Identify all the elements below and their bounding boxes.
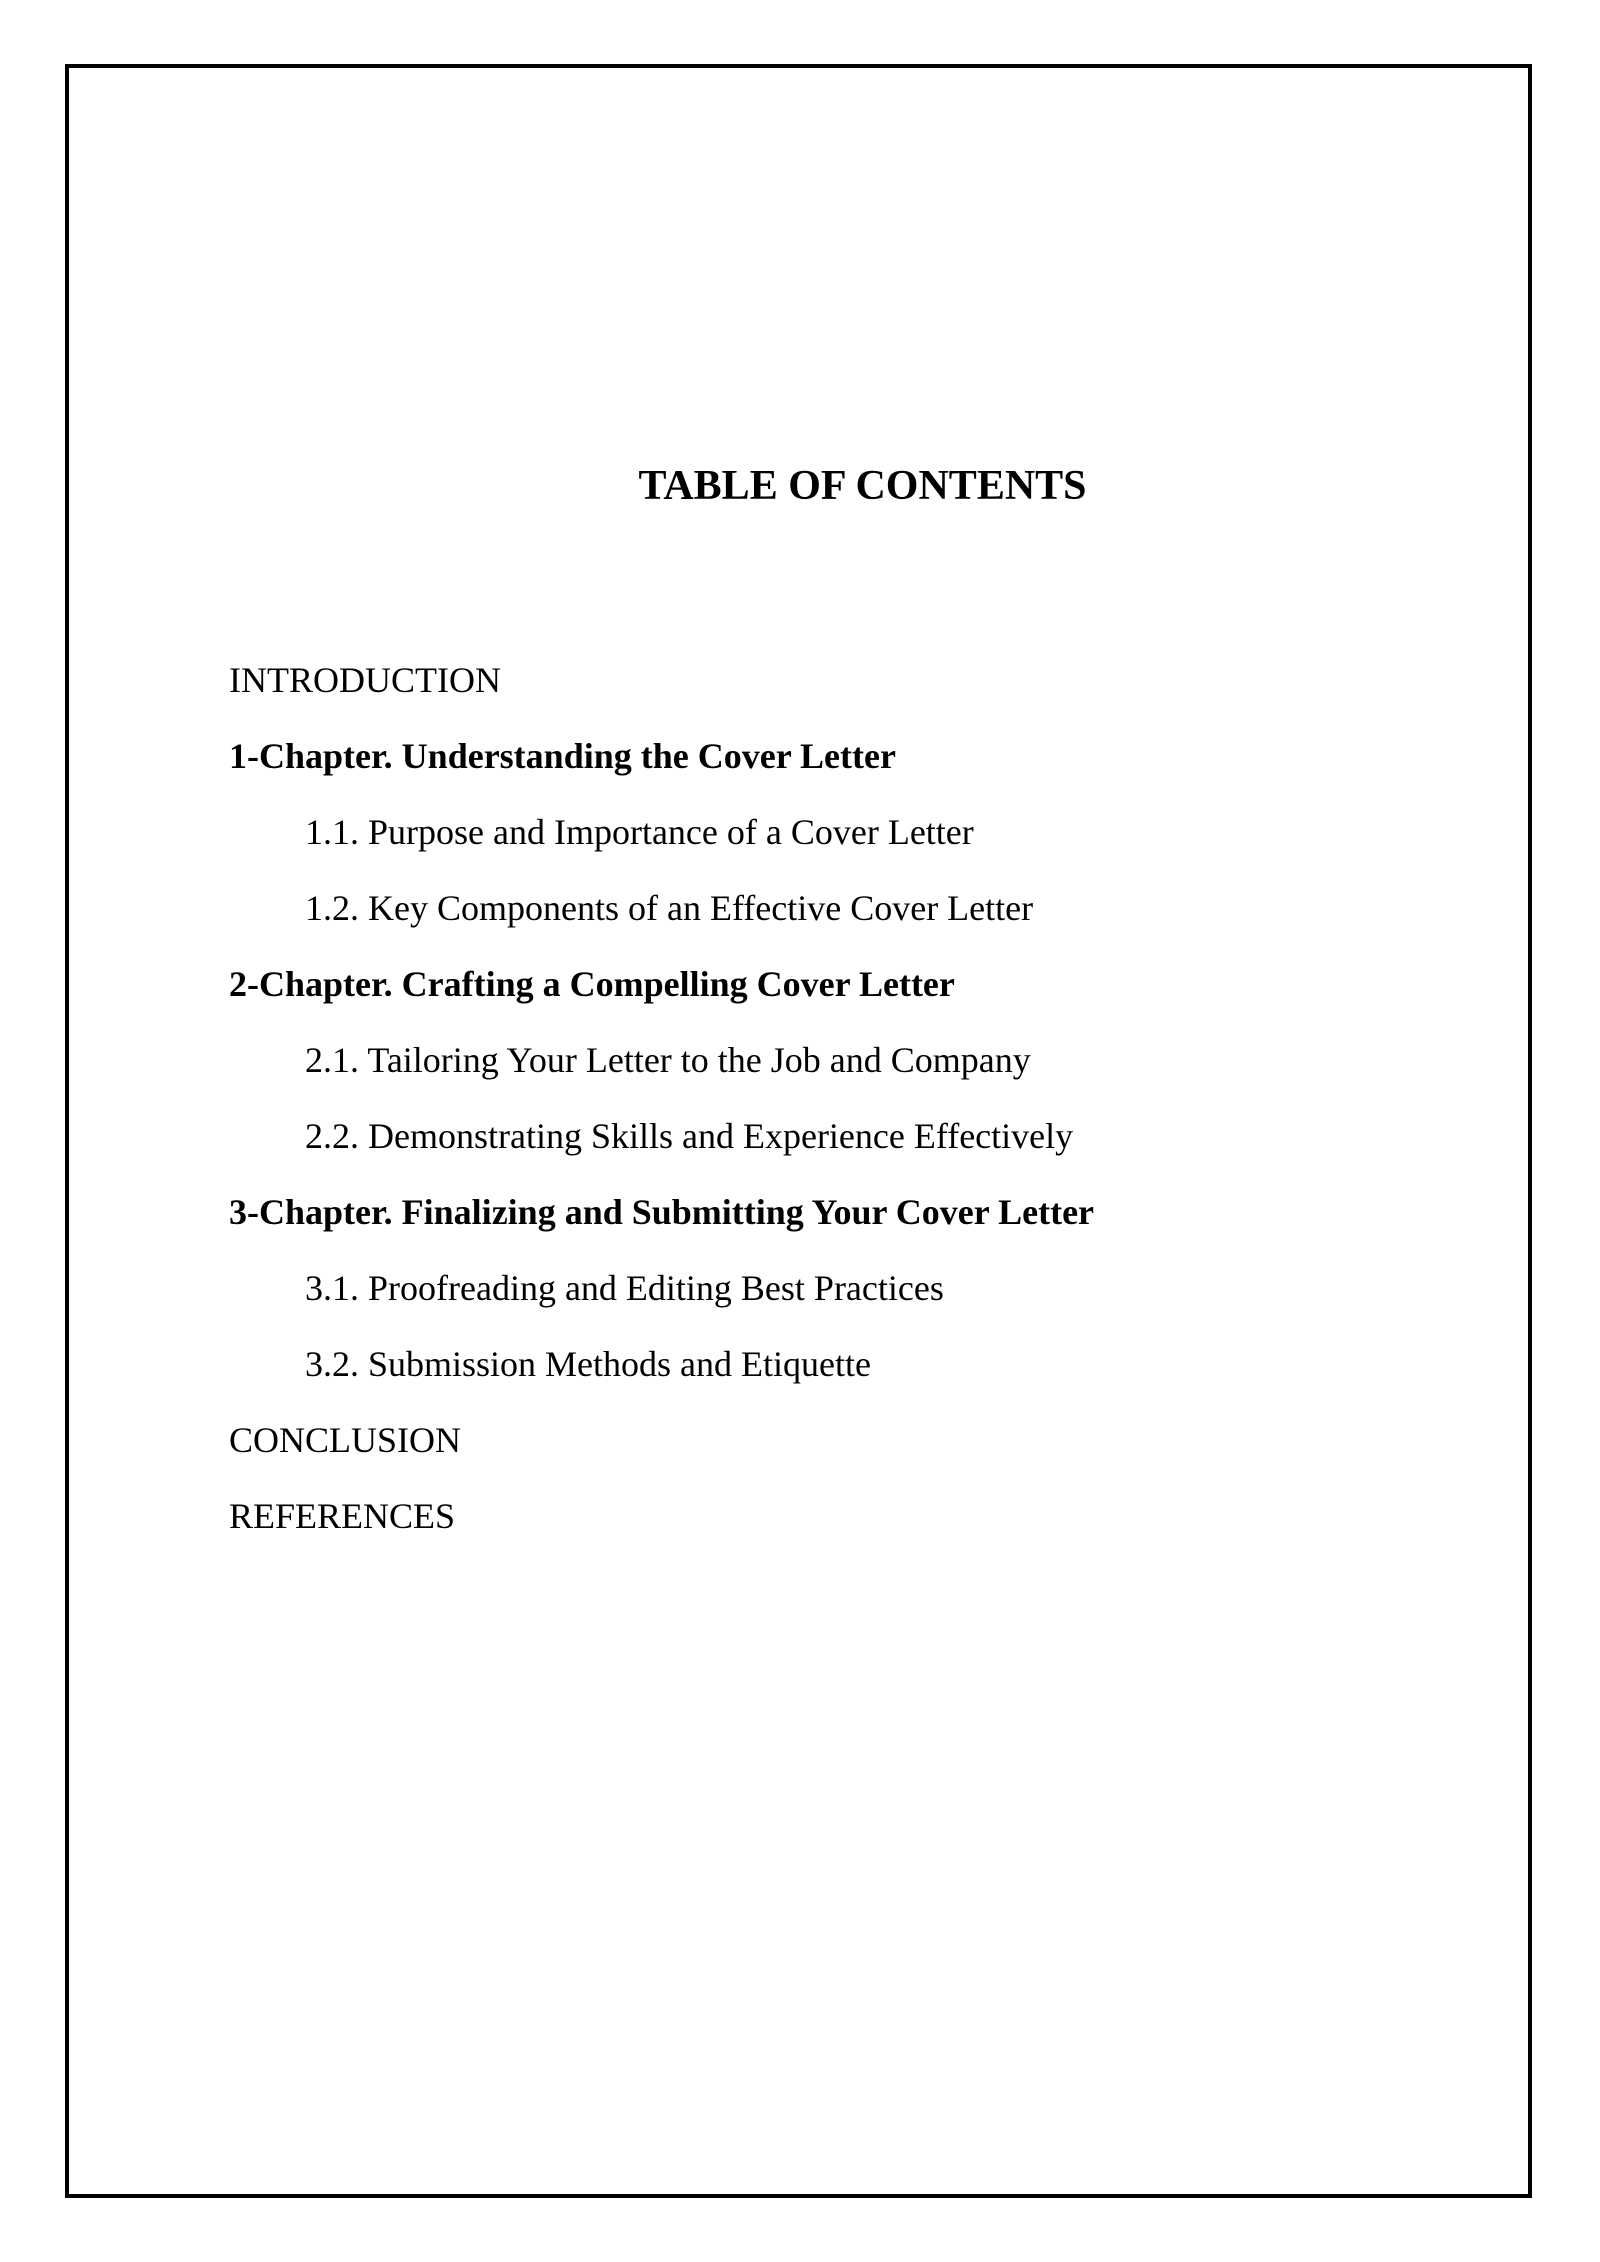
- toc-entry-references: REFERENCES: [229, 1496, 456, 1536]
- toc-entry-section-1-1: 1.1. Purpose and Importance of a Cover Letter: [305, 812, 974, 852]
- toc-title: TABLE OF CONTENTS: [638, 463, 1087, 509]
- toc-entry-introduction: INTRODUCTION: [229, 660, 501, 700]
- toc-entry-section-2-1: 2.1. Tailoring Your Letter to the Job and Company: [305, 1040, 1031, 1080]
- toc-entry-chapter-2: 2-Chapter. Crafting a Compelling Cover Letter: [229, 964, 955, 1004]
- toc-list: [229, 642, 1094, 1554]
- toc-entry-chapter-1: 1-Chapter. Understanding the Cover Letter: [229, 736, 896, 776]
- toc-entry-section-2-2: 2.2. Demonstrating Skills and Experience Effectively: [305, 1116, 1074, 1156]
- toc-entry-section-3-1: 3.1. Proofreading and Editing Best Practices: [305, 1268, 944, 1308]
- toc-entry-conclusion: CONCLUSION: [229, 1420, 462, 1460]
- toc-entry-section-1-2: 1.2. Key Components of an Effective Cover Letter: [305, 888, 1034, 928]
- toc-entry-section-3-2: 3.2. Submission Methods and Etiquette: [305, 1344, 871, 1384]
- toc-entry-chapter-3: 3-Chapter. Finalizing and Submitting Your Cover Letter: [229, 1192, 1095, 1232]
